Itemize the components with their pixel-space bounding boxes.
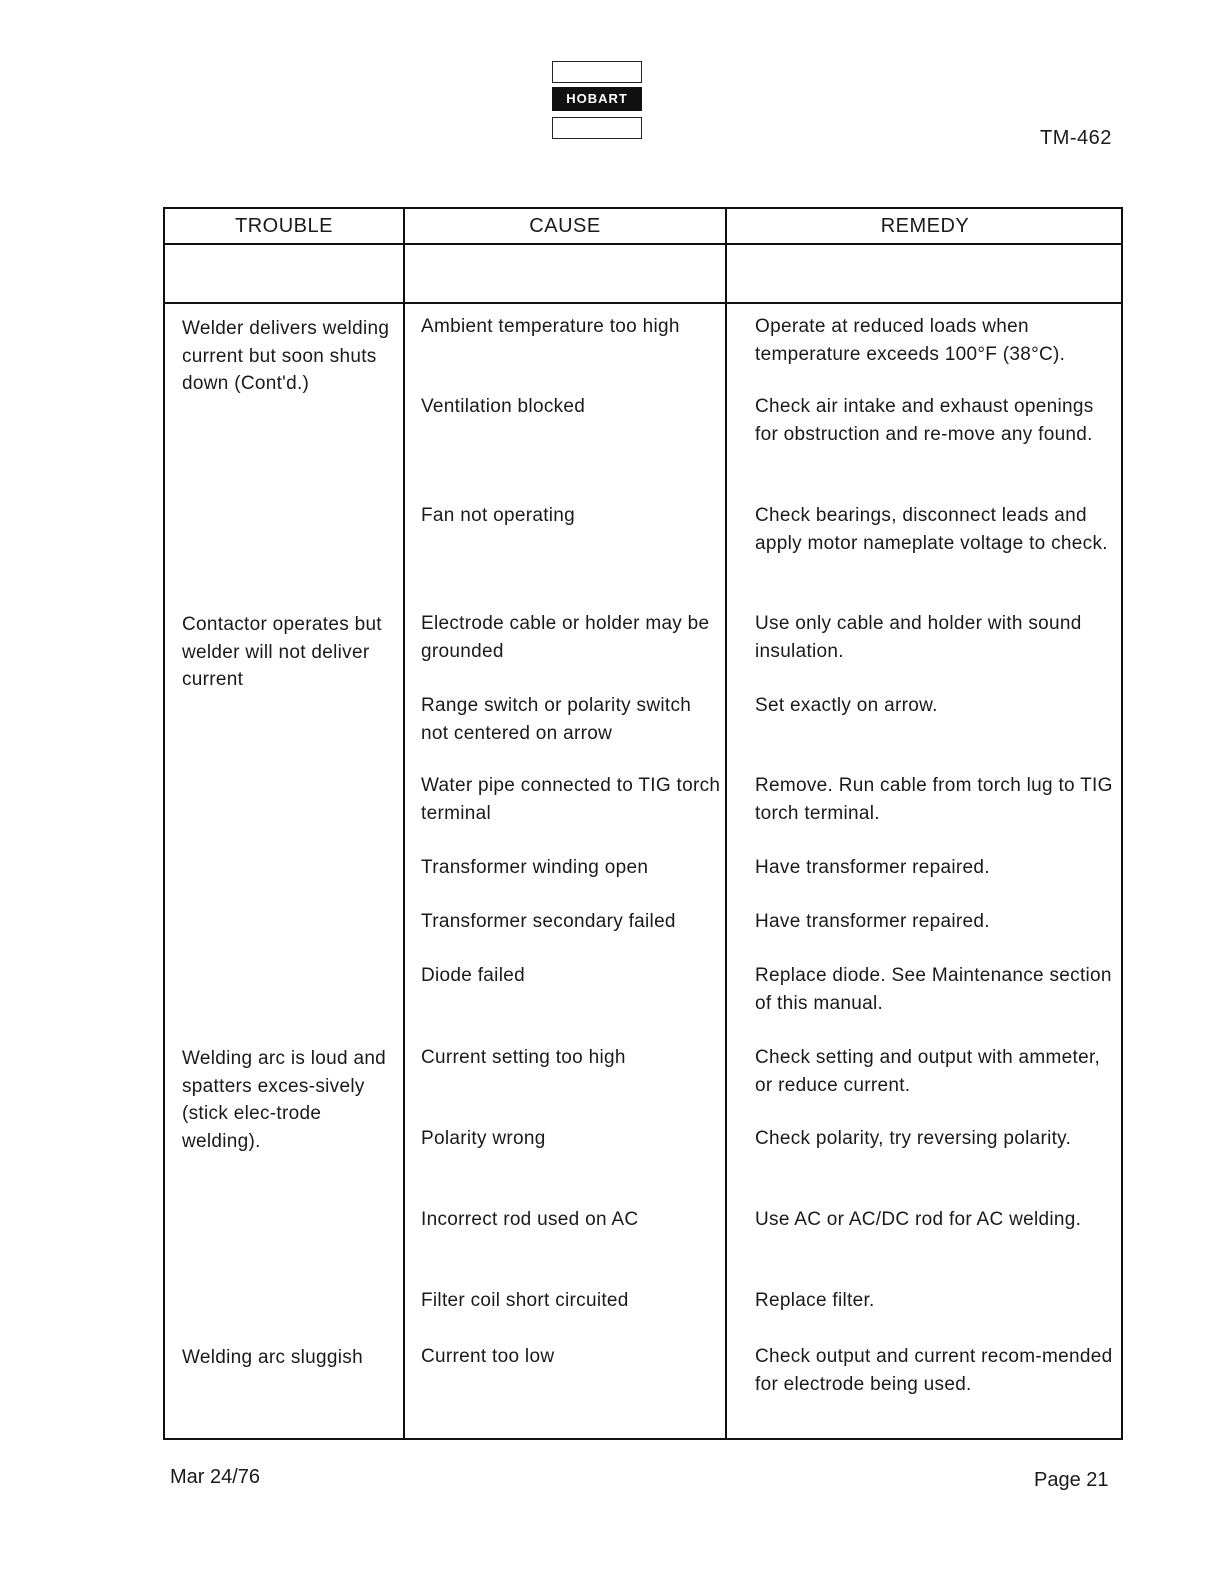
spacer-divider — [165, 302, 1121, 304]
cause-cell: Water pipe connected to TIG torch terminal — [421, 775, 721, 824]
cause-cell: Range switch or polarity switch not centered on arrow — [421, 695, 692, 744]
remedy-cell: Have transformer repaired. — [755, 911, 990, 932]
hobart-logo — [552, 61, 642, 141]
remedy-cell: Replace diode. See Maintenance section of this manual. — [755, 965, 1112, 1014]
logo-text: HOBART — [552, 87, 642, 111]
cause-cell: Polarity wrong — [421, 1128, 546, 1149]
document-number: TM-462 — [1040, 127, 1112, 149]
cause-cell: Electrode cable or holder may be grounded — [421, 613, 710, 662]
trouble-cell: Welding arc sluggish — [182, 1347, 363, 1368]
remedy-cell: Have transformer repaired. — [755, 857, 990, 878]
remedy-cell: Operate at reduced loads when temperature exceeds 100°F (38°C). — [755, 316, 1066, 365]
trouble-cell: Welding arc is loud and spatters exces-sively (stick elec-trode welding). — [182, 1048, 387, 1152]
footer-page-number: Page 21 — [1034, 1469, 1109, 1491]
header-divider — [165, 243, 1121, 245]
remedy-cell: Use only cable and holder with sound insulation. — [755, 613, 1082, 662]
logo-bottom-box — [552, 117, 642, 139]
cause-cell: Diode failed — [421, 965, 525, 986]
column-divider — [725, 209, 727, 1438]
cause-cell: Incorrect rod used on AC — [421, 1209, 639, 1230]
trouble-cell: Contactor operates but welder will not deliver current — [182, 614, 382, 690]
cause-cell: Current setting too high — [421, 1047, 626, 1068]
cause-cell: Ventilation blocked — [421, 396, 586, 417]
column-header-cause: CAUSE — [529, 215, 601, 237]
column-header-trouble: TROUBLE — [235, 215, 333, 237]
remedy-cell: Check bearings, disconnect leads and apply motor nameplate voltage to check. — [755, 505, 1108, 554]
column-divider — [403, 209, 405, 1438]
remedy-cell: Set exactly on arrow. — [755, 695, 938, 716]
cause-cell: Filter coil short circuited — [421, 1290, 629, 1311]
remedy-cell: Check polarity, try reversing polarity. — [755, 1128, 1072, 1149]
remedy-cell: Check setting and output with ammeter, or reduce current. — [755, 1047, 1101, 1096]
logo-top-box — [552, 61, 642, 83]
cause-cell: Transformer winding open — [421, 857, 649, 878]
footer-date: Mar 24/76 — [170, 1466, 261, 1488]
remedy-cell: Use AC or AC/DC rod for AC welding. — [755, 1209, 1082, 1230]
cause-cell: Ambient temperature too high — [421, 316, 680, 337]
remedy-cell: Check air intake and exhaust openings for obstruction and re-move any found. — [755, 396, 1094, 445]
troubleshooting-table — [163, 207, 1123, 1440]
column-header-remedy: REMEDY — [880, 215, 970, 237]
remedy-cell: Check output and current recom-mended for electrode being used. — [755, 1346, 1113, 1395]
trouble-cell: Welder delivers welding current but soon shuts down (Cont'd.) — [182, 318, 390, 394]
remedy-cell: Replace filter. — [755, 1290, 875, 1311]
remedy-cell: Remove. Run cable from torch lug to TIG torch terminal. — [755, 775, 1113, 824]
cause-cell: Fan not operating — [421, 505, 576, 526]
cause-cell: Current too low — [421, 1346, 555, 1367]
cause-cell: Transformer secondary failed — [421, 911, 676, 932]
